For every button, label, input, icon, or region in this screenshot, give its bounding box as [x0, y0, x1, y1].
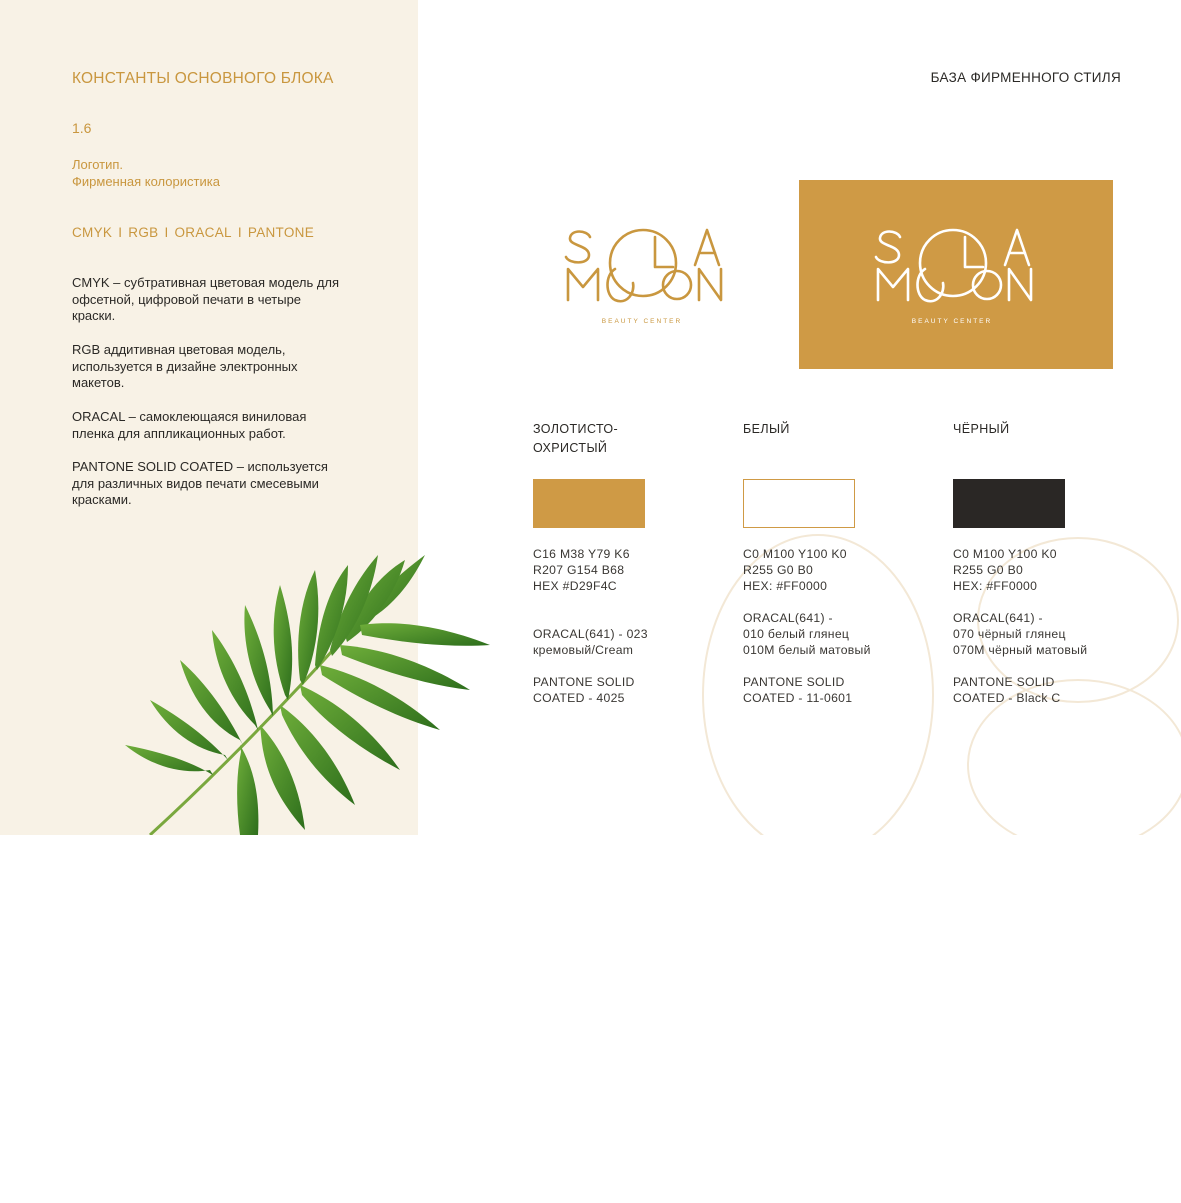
color-name-line: ЧЁРНЫЙ: [953, 422, 1010, 436]
color-name-line: БЕЛЫЙ: [743, 422, 790, 436]
description-rgb: [72, 342, 342, 392]
pantone-value: PANTONE SOLID: [743, 675, 845, 689]
description-oracal: [72, 409, 342, 442]
oracal-value: 070M чёрный матовый: [953, 643, 1088, 657]
palm-leaf-illustration: [60, 530, 520, 835]
oracal-value: ORACAL(641) -: [953, 611, 1043, 625]
mode-separator: I: [118, 225, 123, 240]
oracal-value: 070 чёрный глянец: [953, 627, 1066, 641]
description-text: RGB аддитивная цветовая модель, используется в дизайне электронных макетов.: [72, 342, 298, 390]
color-specs: [743, 546, 933, 706]
color-name-line: ЗОЛОТИСТО-: [533, 422, 619, 436]
pantone-value: PANTONE SOLID: [533, 675, 635, 689]
color-column-gold: [533, 420, 723, 706]
logo-tagline: BEAUTY CENTER: [911, 318, 993, 325]
color-name: [953, 420, 1143, 460]
mode-separator: I: [237, 225, 242, 240]
color-name-line: ОХРИСТЫЙ: [533, 441, 608, 455]
section-subtitle: [72, 156, 220, 190]
brand-style-title: БАЗА ФИРМЕННОГО СТИЛЯ: [930, 70, 1121, 85]
color-specs: [953, 546, 1143, 706]
color-swatch: [533, 479, 645, 528]
color-swatch: [953, 479, 1065, 528]
mode-pantone: PANTONE: [247, 225, 315, 240]
color-swatch: [743, 479, 855, 528]
oracal-value: 010M белый матовый: [743, 643, 871, 657]
hex-value: HEX #D29F4C: [533, 579, 617, 593]
pantone-value: COATED - Black C: [953, 691, 1061, 705]
color-name: [743, 420, 933, 460]
description-cmyk: [72, 275, 342, 325]
mode-rgb: RGB: [128, 225, 159, 240]
color-specs: [533, 546, 723, 706]
oracal-value: 010 белый глянец: [743, 627, 850, 641]
mode-oracal: ORACAL: [174, 225, 232, 240]
hex-value: HEX: #FF0000: [743, 579, 828, 593]
color-column-white: [743, 420, 933, 706]
oracal-value: ORACAL(641) - 023: [533, 627, 648, 641]
mode-cmyk: CMYK: [72, 225, 113, 240]
logo-on-white: [555, 215, 730, 330]
section-title: КОНСТАНТЫ ОСНОВНОГО БЛОКА: [72, 70, 334, 87]
color-name: [533, 420, 723, 460]
rgb-value: R255 G0 B0: [743, 563, 814, 577]
description-text: ORACAL – самоклеющаяся виниловая пленка для аппликационных работ.: [72, 409, 307, 441]
subtitle-line-2: Фирменная колористика: [72, 174, 220, 189]
logo-on-gold: [865, 215, 1040, 330]
pantone-value: PANTONE SOLID: [953, 675, 1055, 689]
color-modes-list: [72, 225, 314, 240]
pantone-value: COATED - 4025: [533, 691, 625, 705]
cmyk-value: C0 M100 Y100 K0: [743, 547, 847, 561]
oracal-value: кремовый/Cream: [533, 643, 634, 657]
pantone-value: COATED - 11-0601: [743, 691, 853, 705]
hex-value: HEX: #FF0000: [953, 579, 1038, 593]
description-text: PANTONE SOLID COATED – используется для различных видов печати смесевыми красками.: [72, 459, 328, 507]
cmyk-value: C16 M38 Y79 K6: [533, 547, 630, 561]
subtitle-line-1: Логотип.: [72, 157, 124, 172]
rgb-value: R207 G154 B68: [533, 563, 625, 577]
color-column-black: [953, 420, 1143, 706]
mode-separator: I: [164, 225, 169, 240]
description-pantone: [72, 459, 342, 509]
section-number: 1.6: [72, 120, 92, 136]
description-text: CMYK – субтративная цветовая модель для офсетной, цифровой печати в четыре краски.: [72, 275, 340, 323]
oracal-value: ORACAL(641) -: [743, 611, 833, 625]
rgb-value: R255 G0 B0: [953, 563, 1024, 577]
logo-tagline: BEAUTY CENTER: [601, 318, 683, 325]
cmyk-value: C0 M100 Y100 K0: [953, 547, 1057, 561]
